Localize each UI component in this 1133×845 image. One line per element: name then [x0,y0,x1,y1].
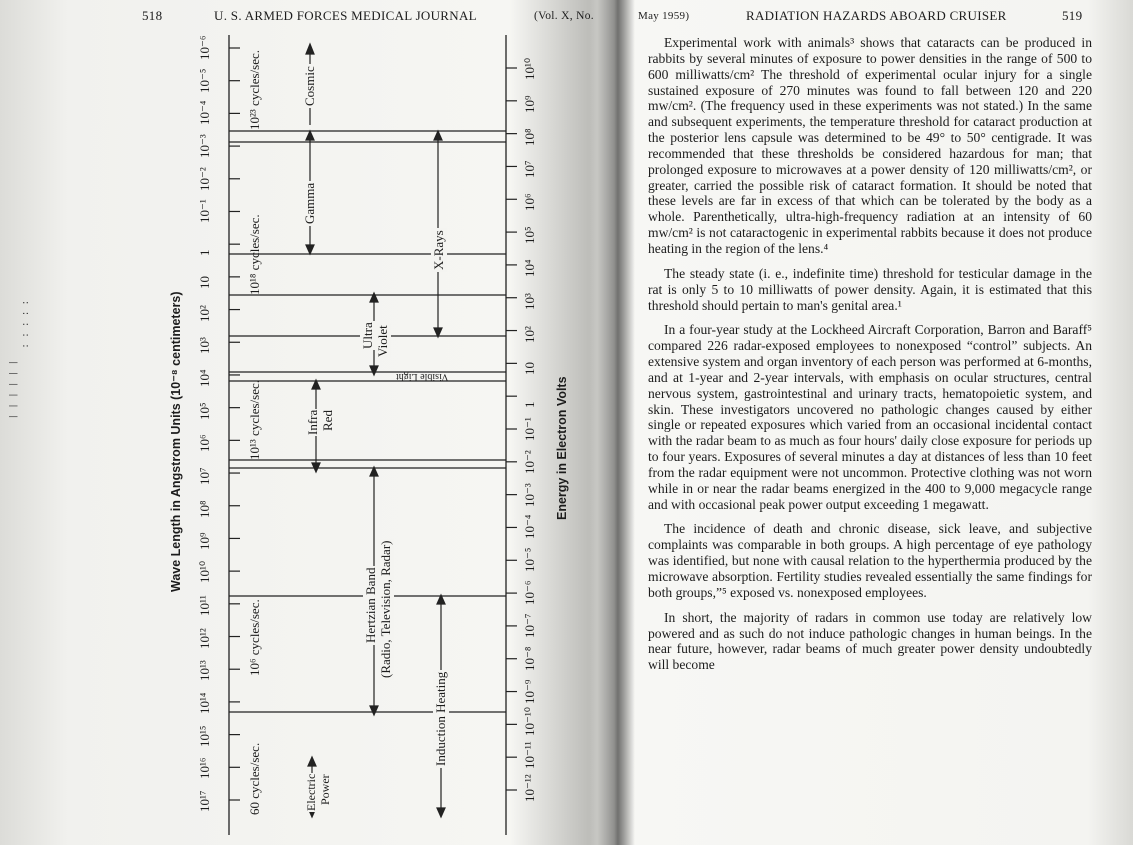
band-label-cosmic: Cosmic [302,66,317,106]
band-label-electric-2: Power [318,774,332,805]
energy-tick-label: 10³ [522,292,537,310]
band-label-hertzian-1: Hertzian Band [363,567,378,643]
energy-tick-label: 10⁻¹⁰ [522,707,537,737]
left-volume: (Vol. X, No. [534,10,594,22]
wavelength-tick-label: 10¹⁷ [197,790,212,812]
wavelength-tick-label: 10¹⁶ [197,757,212,780]
energy-tick-label: 10² [522,325,537,343]
energy-tick-label: 10⁻⁴ [522,515,537,540]
energy-tick-label: 10⁻⁸ [522,646,537,671]
energy-tick-label: 10⁵ [522,226,537,245]
band-label-hertzian-2: (Radio, Television, Radar) [378,540,393,678]
frequency-label-power: 60 cycles/sec. [247,742,262,815]
article-body [648,35,1092,682]
axis-lines [229,35,506,835]
energy-tick-label: 10⁻⁶ [522,580,537,606]
energy-tick-label: 1 [522,401,537,409]
wavelength-tick-label: 10¹⁰ [197,561,212,584]
wavelength-tick-label: 10² [197,304,212,322]
energy-tick-label: 10⁶ [522,193,537,212]
energy-tick-label: 10⁸ [522,128,537,146]
energy-tick-marks [506,68,517,790]
energy-tick-label: 10¹⁰ [522,57,537,80]
energy-tick-label: 10⁻⁵ [522,547,537,573]
wavelength-tick-label: 10⁻¹ [197,199,212,224]
band-label-gamma: Gamma [302,182,317,224]
energy-tick-label: 10⁻³ [522,482,537,507]
wavelength-tick-label: 10⁻⁶ [197,35,212,60]
wavelength-tick-label: 10¹³ [197,660,212,682]
band-label-ultraviolet-1: Ultra [360,322,375,349]
right-page-number: 519 [1062,8,1083,23]
wavelength-axis-label: Wave Length in Angstrom Units (10⁻⁸ centimeters) [169,291,183,592]
wavelength-tick-label: 10¹⁵ [197,725,212,747]
margin-bleed-mark: | | | | | | [8,360,18,420]
energy-tick-label: 10⁻¹ [522,417,537,441]
paragraph: In short, the majority of radars in common use today are relatively low powered and as such do not induce pathologic changes in human beings. In the near future, however, radar beams of much greater power density undoubtedly will become [648,609,1092,673]
band-label-induction: Induction Heating [433,671,448,766]
wavelength-tick-label: 10⁶ [197,434,212,453]
wavelength-tick-label: 10⁹ [197,532,212,551]
frequency-label-gamma: 10¹⁸ cycles/sec. [247,214,262,295]
energy-tick-label: 10⁻¹¹ [522,741,537,770]
energy-tick-label: 10⁻⁷ [522,613,537,638]
energy-tick-label: 10⁻² [522,450,537,474]
right-date: May 1959) [638,10,690,22]
energy-tick-label: 10⁴ [522,259,537,277]
energy-axis-label: Energy in Electron Volts [555,376,569,520]
wavelength-tick-label: 10⁷ [197,467,212,486]
band-label-xrays: X-Rays [431,230,446,270]
book-gutter [597,0,635,845]
band-label-electric-1: Electric [304,773,318,811]
wavelength-tick-label: 10 [197,275,212,289]
paragraph: Experimental work with animals³ shows that cataracts can be produced in rabbits by several minutes of exposure to power densities in the range of 500 to 600 milliwatts/cm² The threshold of experimental ocular injury for a single sustained exposure of 270 minutes was found to fall between 120 and 220 mw/cm². (The frequency used in these experiments was not stated.) In the same and subsequent experiments, the temperature threshold for cataract production at the posterior lens capsule was determined to be 49° to 50° centigrade. It was recommended that these thresholds be considered hazardous for man; that prolonged exposure to microwaves at a power density of 120 milliwatts/cm², or greater, carried the possible risk of cataract formation. It should be noted that these levels are far in excess of that which can be tolerated by the body as a whole. Parenthetically, ultra-high-frequency radiation at an intensity of 60 mw/cm² is not cataractogenic in experimental rabbits because it does not produce heating in the region of the lens.⁴ [648,35,1092,256]
wavelength-tick-label: 10¹⁴ [197,692,212,714]
left-page-number: 518 [142,8,163,23]
frequency-label-infrared: 10¹³ cycles/sec. [247,380,262,460]
wavelength-tick-label: 10¹² [197,627,212,649]
energy-tick-label: 10⁻¹² [522,774,537,802]
wavelength-tick-label: 10⁴ [197,369,212,387]
wavelength-tick-label: 10¹¹ [197,595,212,616]
wavelength-tick-label: 10⁻⁴ [197,100,212,126]
right-running-head: RADIATION HAZARDS ABOARD CRUISER [746,8,1007,23]
band-label-infrared-1: Infra [305,409,320,435]
band-label-infrared-2: Red [320,410,335,431]
energy-tick-label: 10⁷ [522,160,537,179]
paragraph: The steady state (i. e., indefinite time) threshold for testicular damage in the rat is only 5 to 10 milliwatts of power density. Again, it is estimated that this threshold should pertain to man's genital area.¹ [648,265,1092,313]
band-label-visible: Visible Light [396,371,449,382]
energy-tick-label: 10⁻⁹ [522,679,537,704]
wavelength-tick-label: 10⁸ [197,500,212,518]
paragraph: In a four-year study at the Lockheed Aircraft Corporation, Barron and Baraff⁵ compared 226 radar-exposed employees to nonexposed “control” subjects. An extensive system and organ inventory of each person was performed at 6-months, and at 1-year and 2-year intervals, with emphasis on ocular structures, central nervous system, gastrointestinal and urinary tracts, hematopoietic system, and skin. These investigators uncovered no pathologic changes caused by either single or repeated exposures which varied from an occasional incidental contact with the radar beam to as much as four hours' daily close exposure for periods up to four years. Exposures of several minutes a day at distances of less than 10 feet from the radar equipment were not uncommon. Protective clothing was not worn while in or near the radar beams energized in the 400 to 9,000 megacycle range and with occasional peak power output exceeding 1 megawatt. [648,322,1092,512]
paragraph: The incidence of death and chronic disease, sick leave, and subjective complaints was comparable in both groups. A high percentage of eye pathology was identified, but none with causal relation to the hyperthermia produced by the microwave absorption. Fertility studies revealed essentially the same findings for both groups,”⁵ exposed vs. nonexposed employees. [648,521,1092,600]
left-running-head: U. S. ARMED FORCES MEDICAL JOURNAL [214,8,477,23]
frequency-label-radio: 10⁶ cycles/sec. [247,599,262,676]
band-label-ultraviolet-2: Violet [375,325,390,357]
margin-bleed-mark: : : : : : [20,300,30,349]
wavelength-tick-marks [229,48,240,800]
energy-tick-label: 10⁹ [522,95,537,113]
energy-tick-label: 10 [522,362,537,376]
wavelength-tick-label: 10⁻⁵ [197,68,212,93]
frequency-label-cosmic: 10²³ cycles/sec. [247,50,262,130]
wavelength-tick-label: 10⁻³ [197,134,212,159]
wavelength-tick-label: 10⁵ [197,402,212,420]
wavelength-tick-label: 1 [197,249,212,257]
wavelength-tick-label: 10⁻² [197,167,212,191]
wavelength-tick-label: 10³ [197,337,212,355]
